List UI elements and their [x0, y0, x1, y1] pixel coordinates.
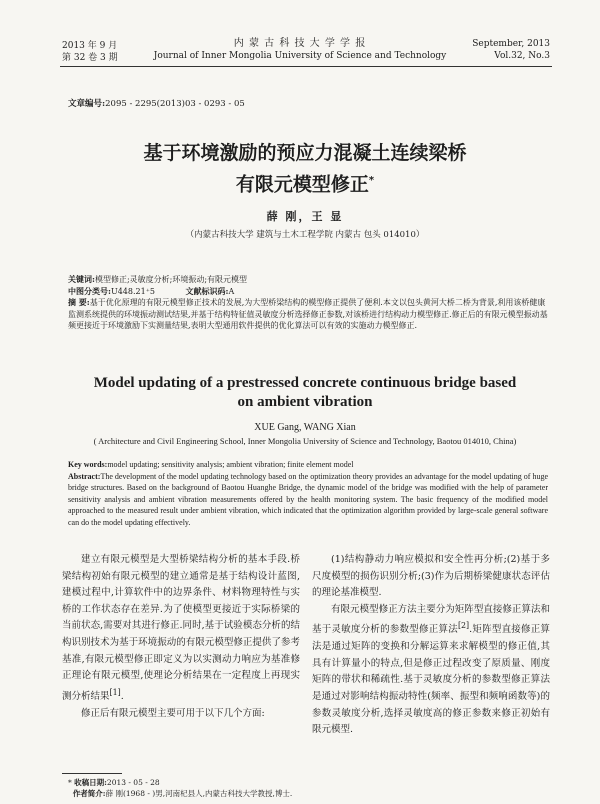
- header-volume-en: Vol.32, No.3: [494, 51, 550, 61]
- body-left-p1-text: 建立有限元模型是大型桥梁结构分析的基本手段.桥梁结构初始有限元模型的建立通常是基于结构设计蓝图,建模过程中,计算软件中的边界条件、材料物理特性与实桥的工作状态存在差异.为了使模型更接近于实际桥梁的当前状态,需要对其进行修正.同时,基于试验模态分析的结构识别技术为基于环境振动的有限元模型修正提供了参考基准,有限元模型修正即定义为以实测动力响应为基准修正理论有限元模型,使理论分析结果在一定程度上再现实测分析结果: [62, 554, 300, 702]
- title-en: [60, 374, 550, 412]
- body-right-paragraph-1: (1)结构静动力响应模拟和安全性再分析;(2)基于多尺度模型的损伤识别分析;(3)作为后期桥梁健康状态评估的理论基准模型.: [312, 554, 550, 599]
- header-journal-name: [150, 38, 450, 62]
- footnote-received: * 收稿日期:2013 - 05 - 28: [68, 778, 160, 787]
- clc-label: 中图分类号:: [68, 285, 111, 296]
- citation-ref: [2]: [457, 621, 470, 631]
- affiliation-en: ( Architecture and Civil Engineering School, Inner Mongolia University of Science and Technology, Baotou 014010, China): [93, 436, 517, 446]
- header-date-volume-en: [472, 38, 550, 62]
- header-volume: 第 32 卷 3 期: [62, 53, 118, 63]
- title-en-line1: Model updating of a prestressed concrete continuous bridge based: [93, 375, 517, 391]
- footnote-rule: [62, 773, 122, 774]
- journal-name-en: Journal of Inner Mongolia University of Science and Technology: [153, 51, 447, 61]
- article-number-label: 文章编号:: [68, 99, 106, 109]
- citation-ref: [1]: [109, 687, 121, 697]
- title-en-line2: on ambient vibration: [237, 394, 373, 410]
- body-right-paragraph-2: [312, 602, 550, 739]
- keywords-cn: [68, 274, 550, 286]
- header-date-en: September, 2013: [472, 39, 550, 49]
- title-cn: [60, 140, 550, 198]
- header-rule: [60, 66, 552, 67]
- classification-line: [68, 286, 550, 298]
- abstract-cn-label: 摘 要:: [68, 297, 90, 307]
- header-date: 2013 年 9 月: [62, 41, 118, 51]
- author-bio-value: 薛 刚(1968 - )男,河南杞县人,内蒙古科技大学教授,博士.: [105, 789, 293, 798]
- authors-cn: 薛 刚，王 显: [266, 210, 344, 223]
- keywords-cn-text: 模型修正;灵敏度分析;环境振动;有限元模型: [94, 275, 248, 284]
- affiliation-cn: （内蒙古科技大学 建筑与土木工程学院 内蒙古 包头 014010）: [185, 230, 425, 240]
- footnote: [68, 777, 292, 799]
- keywords-en-text: model updating; sensitivity analysis; ambient vibration; finite element model: [107, 460, 354, 469]
- keywords-cn-label: 关键词:: [68, 274, 95, 284]
- title-cn-line2: 有限元模型修正: [235, 173, 369, 196]
- body-left-column: [62, 552, 300, 722]
- authors-en: XUE Gang, WANG Xian: [254, 422, 356, 433]
- journal-name-cn: 内 蒙 古 科 技 大 学 学 报: [233, 38, 367, 49]
- doc-code-value: A: [228, 286, 235, 296]
- received-label: 收稿日期:: [74, 778, 107, 787]
- body-right-p2-text-a: 有限元模型修正方法主要分为矩阵型直接修正算法和基于灵敏度分析的参数型修正算法: [312, 603, 550, 636]
- abstract-en: [68, 471, 548, 529]
- footnote-author: [68, 788, 292, 799]
- body-right-column: [312, 552, 550, 739]
- doc-code-label: 文献标识码:: [185, 285, 229, 296]
- body-left-p1-end: .: [120, 690, 124, 702]
- abstract-cn-block: [68, 274, 550, 332]
- clc-value: U448.21⁺5: [110, 286, 155, 296]
- article-number: [68, 97, 245, 109]
- abstract-en-text: The development of the model updating technology based on the optimization theory provides an advantage for the model updating of huge bridge structures. Based on the background of Baotou Huanghe Bridge, the dynamic model of the bridge was modified with the help of parameter sensitivity analysis and ambient vibration measurements offered by the health monitoring system. The basic frequency of the modified model approached to the measured result under ambient vibration, which indicated that the optimization algorithm provided by large-scale general software can do the model updating effectively.: [68, 471, 548, 527]
- body-left-paragraph-2: 修正后有限元模型主要可用于以下几个方面:: [81, 707, 265, 719]
- header-date-volume: [62, 40, 118, 64]
- keywords-en-label: Key words:: [68, 460, 108, 469]
- abstract-en-block: [68, 459, 548, 528]
- article-number-value: 2095 - 2295(2013)03 - 0293 - 05: [105, 99, 245, 109]
- abstract-cn: [68, 297, 550, 332]
- body-left-paragraph-1: [62, 552, 300, 706]
- body-right-p2-text-b: .矩阵型直接修正算法是通过矩阵的变换和分解运算来求解模型的修正值,其具有计算量小的特点,但是修正过程改变了原质量、刚度矩阵的带状和稀疏性.基于灵敏度分析的参数型修正算法是通过对影响结构振动特性(频率、振型和频响函数等)的参数灵敏度分析,选择灵敏度高的修正参数来修正初始有限元模型.: [312, 624, 550, 736]
- abstract-cn-text: 基于优化原理的有限元模型修正技术的发展,为大型桥梁结构的模型修正提供了便利.本文以包头黄河大桥二桥为背景,利用该桥健康监测系统提供的环境振动测试结果,并基于结构特征值灵敏度分析选择修正参数,对该桥进行结构动力模型修正.修正后的有限元模型振动基频更接近于环境激励下实测量结果,表明大型通用软件提供的优化算法可以有效的实施动力模型修正.: [68, 298, 548, 330]
- title-cn-line1: 基于环境激励的预应力混凝土连续梁桥: [143, 142, 467, 164]
- author-bio-label: 作者简介:: [72, 789, 106, 798]
- abstract-en-label: Abstract:: [68, 471, 101, 481]
- keywords-en: [68, 459, 548, 471]
- title-footnote-mark: *: [368, 175, 375, 186]
- received-value: 2013 - 05 - 28: [106, 778, 160, 787]
